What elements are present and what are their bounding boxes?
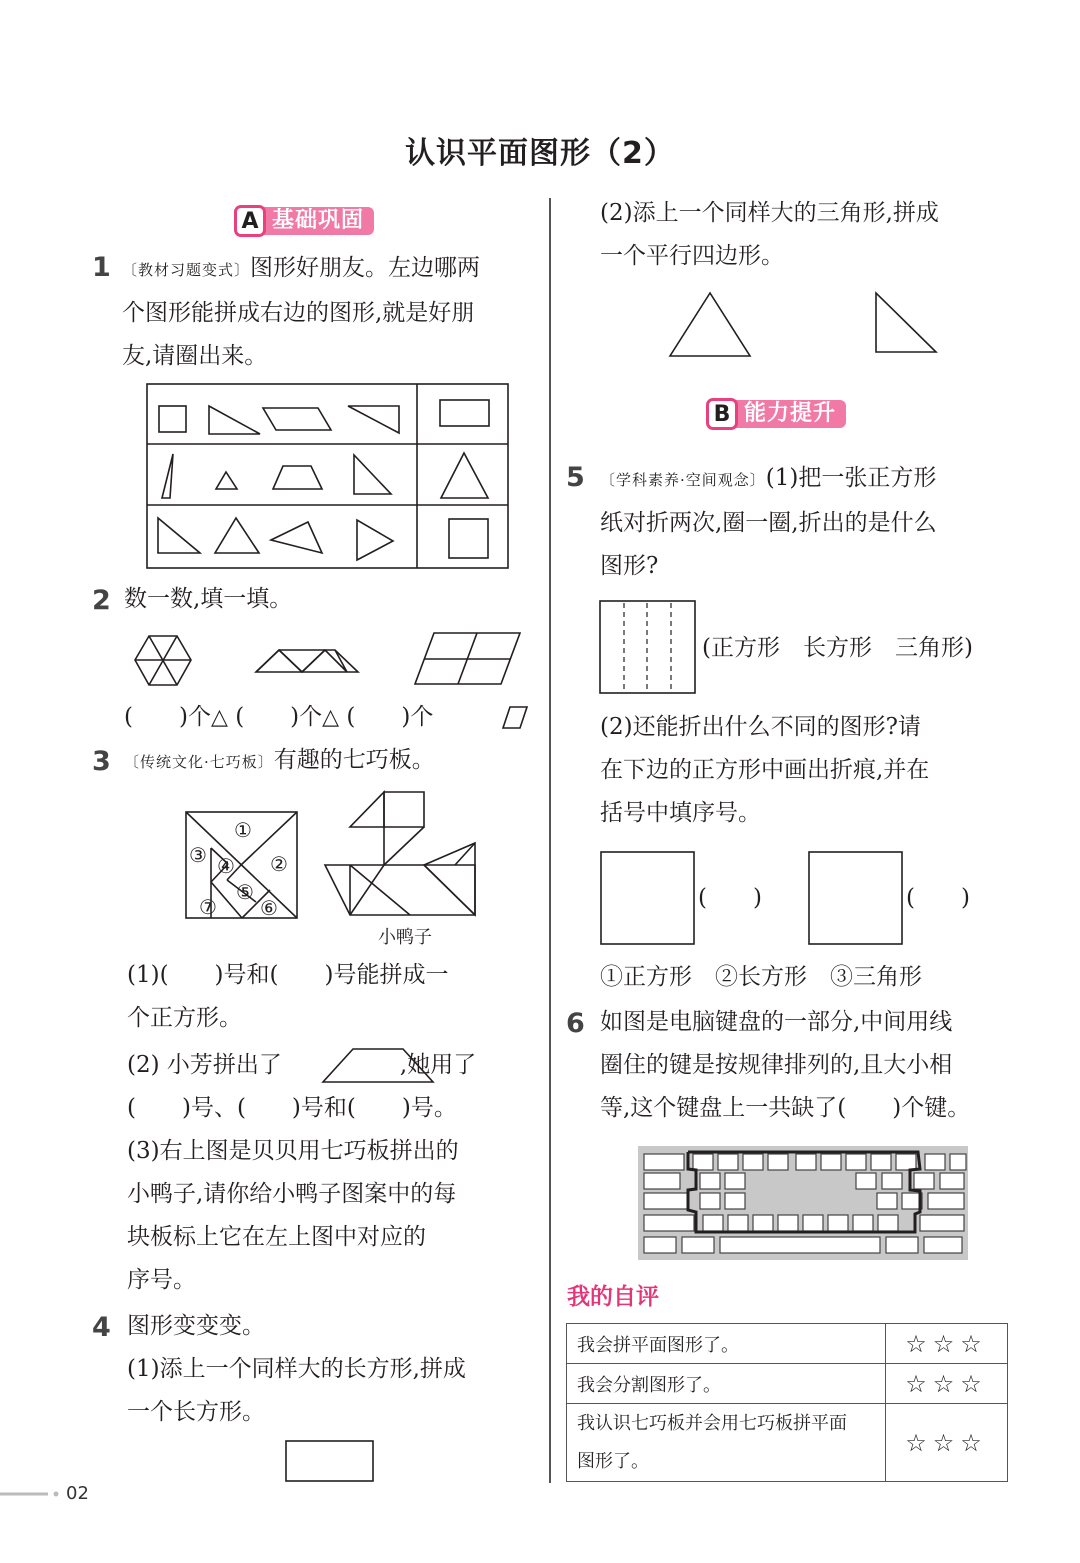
q5-p2c: 括号中填序号。 bbox=[600, 800, 761, 826]
q3-p2a-right: ,她用了 bbox=[399, 1052, 477, 1078]
q5-paren-1[interactable]: ( ) bbox=[698, 885, 762, 911]
q3-text: 有趣的七巧板。 bbox=[273, 747, 435, 773]
eval-row-2-text: 我会分割图形了。 bbox=[567, 1364, 886, 1404]
q4-p1b: 一个长方形。 bbox=[127, 1399, 265, 1425]
q3-p3d: 序号。 bbox=[127, 1267, 196, 1293]
q3-piece-7: ⑦ bbox=[199, 895, 217, 919]
q1-line2: 个图形能拼成右边的图形,就是好朋 bbox=[122, 300, 475, 326]
q2-blank-2[interactable]: ( )个 bbox=[235, 704, 323, 730]
q3-p1a: (1)( )号和( )号能拼成一 bbox=[127, 962, 449, 988]
section-b-letter: B bbox=[706, 398, 738, 430]
q3-piece-3: ③ bbox=[189, 843, 207, 867]
q4-p2a: (2)添上一个同样大的三角形,拼成 bbox=[600, 200, 939, 226]
q5-p2a: (2)还能折出什么不同的图形?请 bbox=[600, 714, 921, 740]
q2-number: 2 bbox=[92, 585, 111, 616]
q3-p2a-left: (2) 小芳拼出了 bbox=[127, 1052, 282, 1078]
q6-line2: 圈住的键是按规律排列的,且大小相 bbox=[600, 1052, 953, 1078]
q2-answers: ( )个△ ( )个△ ( )个 bbox=[124, 704, 434, 730]
q3-piece-2: ② bbox=[270, 852, 288, 876]
q5-paren-2[interactable]: ( ) bbox=[906, 885, 970, 911]
q1-line3: 友,请圈出来。 bbox=[122, 343, 268, 369]
q1-tag: 〔教材习题变式〕 bbox=[122, 261, 251, 279]
q4-p1a: (1)添上一个同样大的长方形,拼成 bbox=[127, 1356, 466, 1382]
q3-duck-label: 小鸭子 bbox=[378, 927, 432, 948]
q3-p1b: 个正方形。 bbox=[127, 1005, 242, 1031]
q3-p3a: (3)右上图是贝贝用七巧板拼出的 bbox=[127, 1138, 459, 1164]
q3-piece-5: ⑤ bbox=[236, 880, 254, 904]
q6-line3: 等,这个键盘上一共缺了( )个键。 bbox=[600, 1095, 971, 1121]
q5-choice[interactable]: (正方形 长方形 三角形) bbox=[702, 635, 973, 661]
q3-piece-4: ④ bbox=[217, 854, 235, 878]
q5-p2b: 在下边的正方形中画出折痕,并在 bbox=[600, 757, 930, 783]
q5-line1: (1)把一张正方形 bbox=[765, 465, 937, 491]
eval-row-3-stars[interactable]: ☆☆☆ bbox=[886, 1404, 1008, 1482]
eval-row-3-line2: 图形了。 bbox=[577, 1450, 649, 1472]
q3-p3c: 块板标上它在左上图中对应的 bbox=[127, 1224, 426, 1250]
q2-text: 数一数,填一填。 bbox=[124, 586, 293, 612]
q2-blank-3[interactable]: ( )个 bbox=[346, 704, 434, 730]
q4-title: 图形变变变。 bbox=[127, 1313, 265, 1339]
q1-line1: 图形好朋友。左边哪两 bbox=[250, 255, 481, 281]
eval-row-1-stars[interactable]: ☆☆☆ bbox=[886, 1324, 1008, 1364]
q5-tag: 〔学科素养·空间观念〕 bbox=[600, 471, 766, 489]
q6-number: 6 bbox=[566, 1008, 585, 1039]
q5-line3: 图形? bbox=[600, 553, 659, 579]
q5-number: 5 bbox=[566, 462, 585, 493]
q4-p2b: 一个平行四边形。 bbox=[600, 243, 784, 269]
q1-number: 1 bbox=[92, 252, 111, 283]
q5-line2: 纸对折两次,圈一圈,折出的是什么 bbox=[600, 510, 937, 536]
q5-options: ①正方形 ②长方形 ③三角形 bbox=[600, 964, 922, 990]
eval-row-2-stars[interactable]: ☆☆☆ bbox=[886, 1364, 1008, 1404]
section-a-label: 基础巩固 bbox=[254, 207, 374, 235]
q3-piece-6: ⑥ bbox=[260, 896, 278, 920]
section-a-letter: A bbox=[234, 205, 266, 237]
section-b-label: 能力提升 bbox=[726, 400, 846, 428]
q3-number: 3 bbox=[92, 746, 111, 777]
q2-blank-1[interactable]: ( )个 bbox=[124, 704, 211, 730]
eval-row-3-line1: 我认识七巧板并会用七巧板拼平面 bbox=[577, 1412, 847, 1434]
q3-piece-1: ① bbox=[234, 818, 252, 842]
eval-row-1-text: 我会拼平面图形了。 bbox=[567, 1324, 886, 1364]
q3-p3b: 小鸭子,请你给小鸭子图案中的每 bbox=[127, 1181, 457, 1207]
q6-line1: 如图是电脑键盘的一部分,中间用线 bbox=[600, 1009, 953, 1035]
q3-tag: 〔传统文化·七巧板〕 bbox=[124, 753, 274, 771]
page-number: 02 bbox=[66, 1483, 89, 1504]
page-title: 认识平面图形（2） bbox=[405, 136, 675, 171]
eval-title: 我的自评 bbox=[567, 1284, 659, 1310]
q4-number: 4 bbox=[92, 1312, 111, 1343]
q3-p2b: ( )号、( )号和( )号。 bbox=[127, 1095, 457, 1121]
